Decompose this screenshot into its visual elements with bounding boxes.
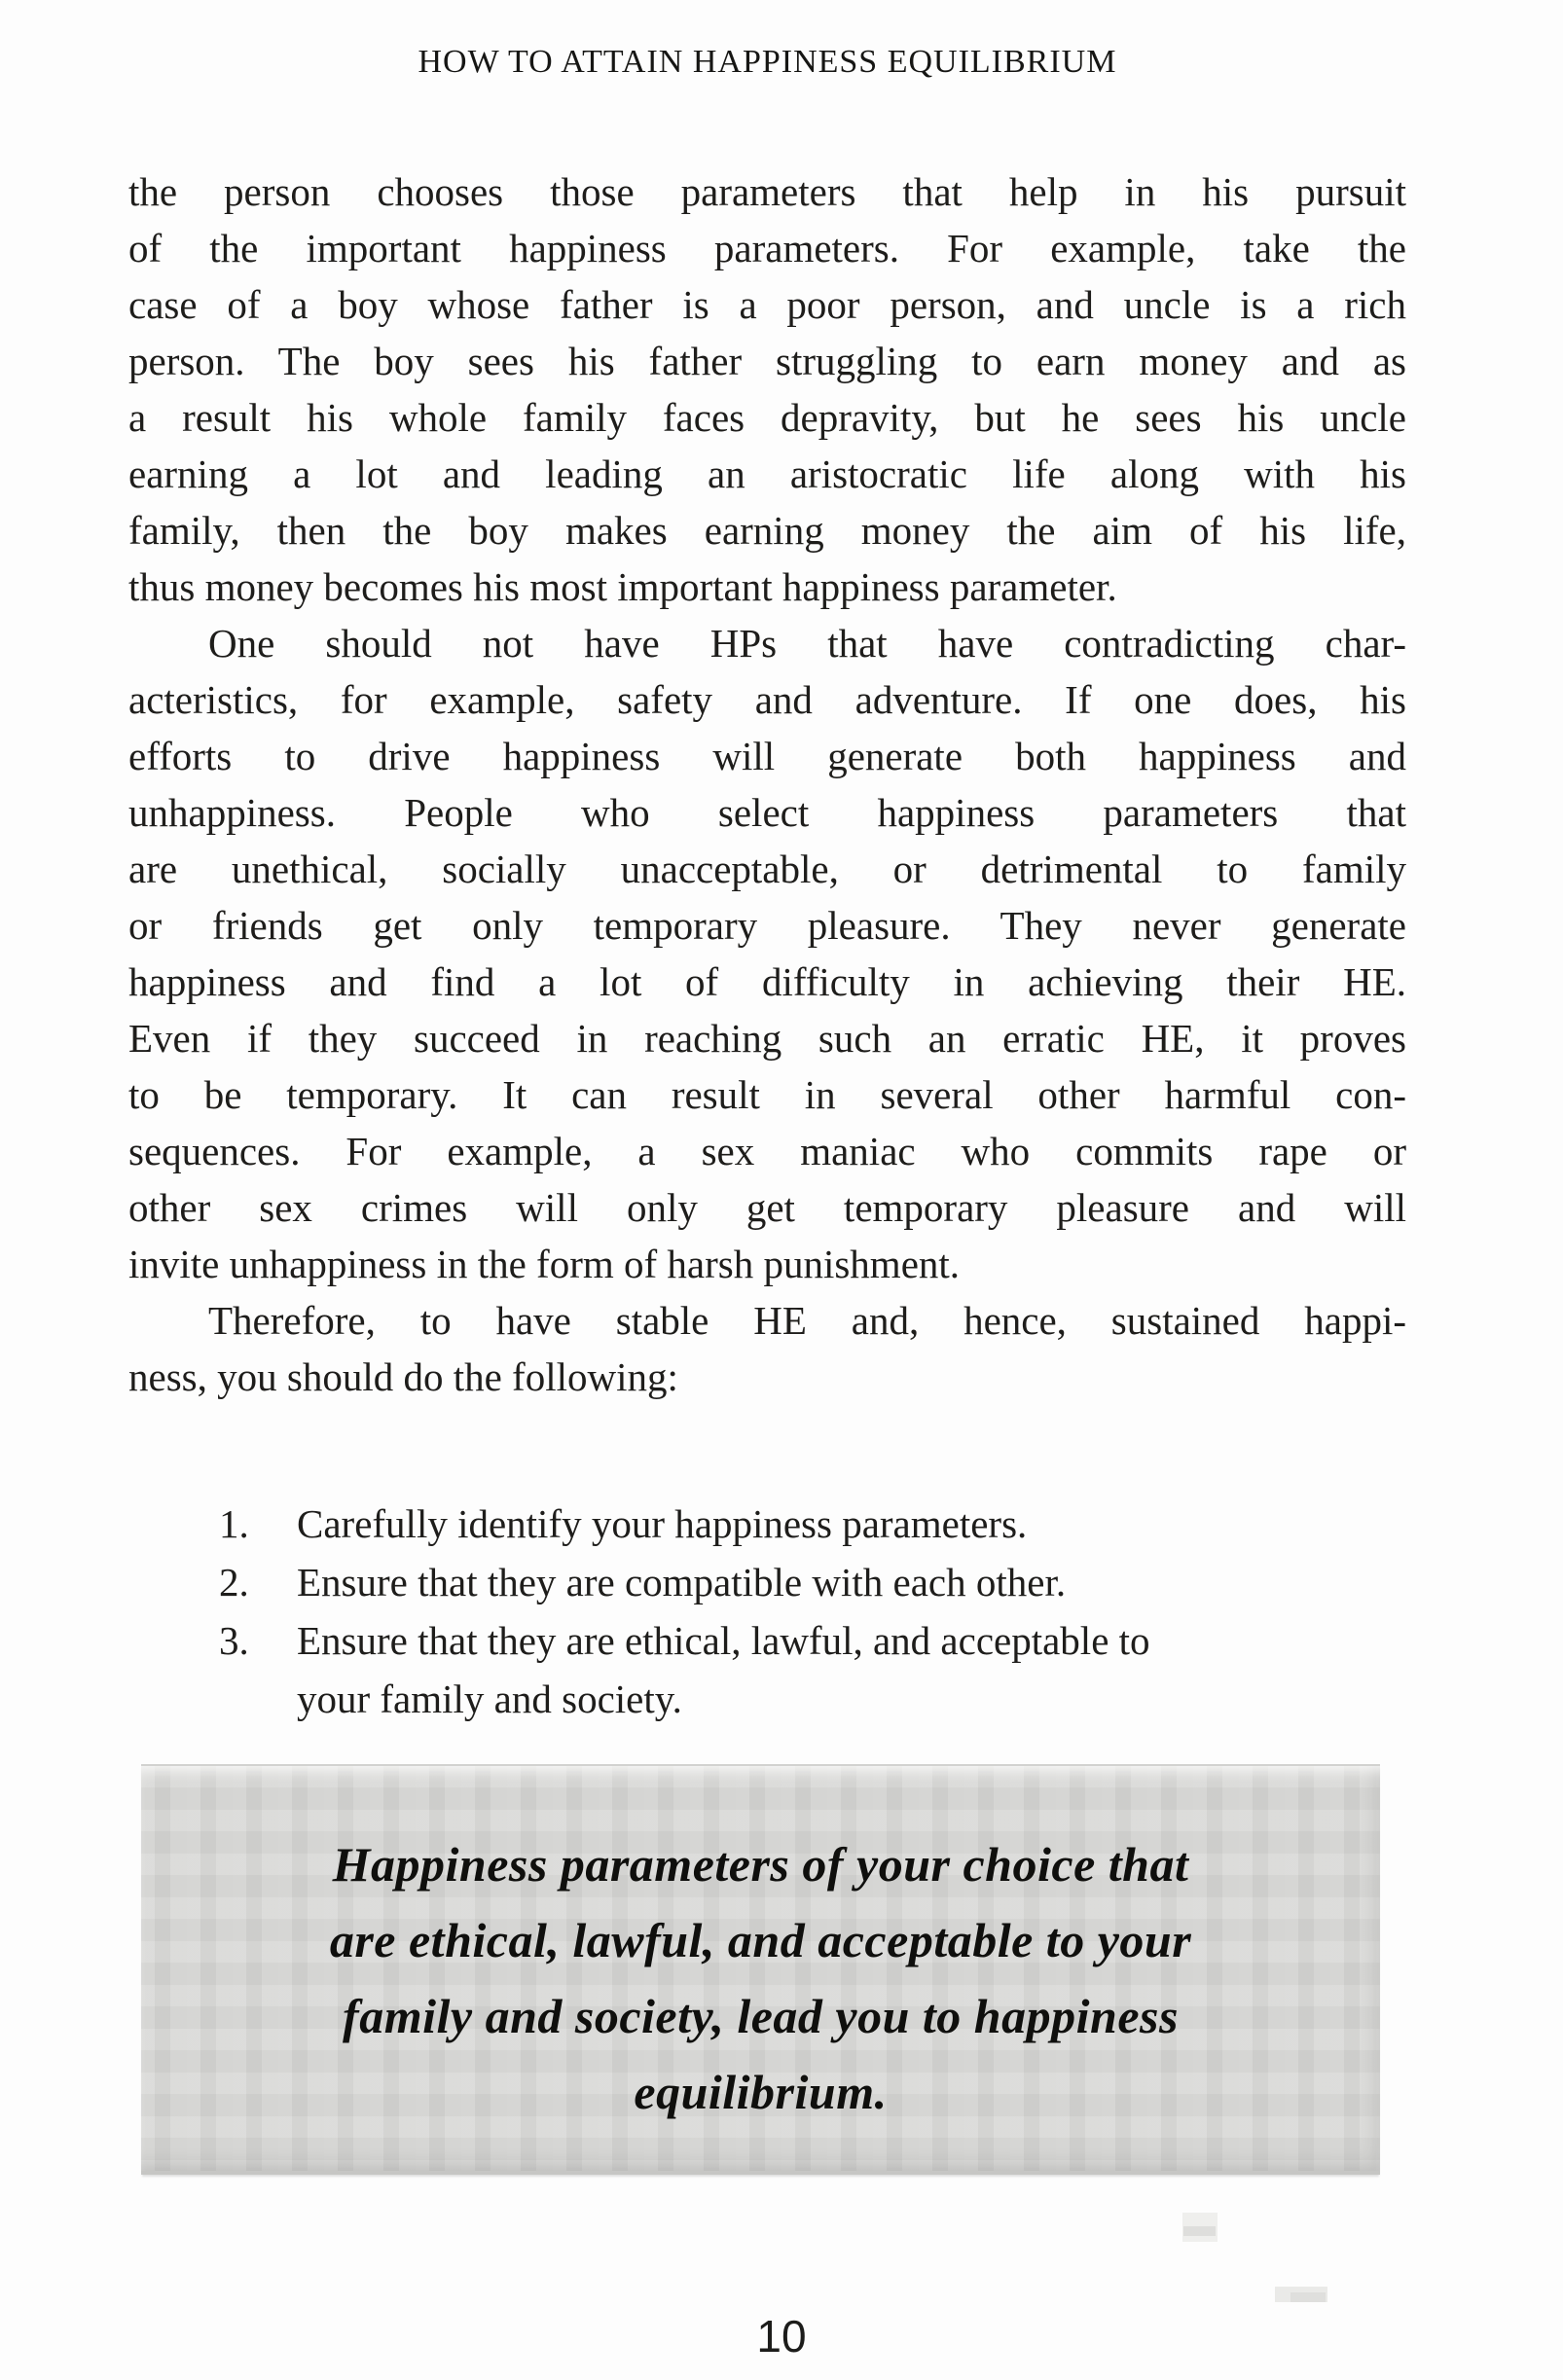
body-line: case of a boy whose father is a poor person, and uncle is a rich (128, 282, 1406, 327)
list-item-text: Carefully identify your happiness parameters. (297, 1501, 1028, 1546)
body-line: or friends get only temporary pleasure. They never generate (128, 903, 1406, 948)
body-line: of the important happiness parameters. For example, take the (128, 226, 1406, 270)
page-number: 10 (756, 2311, 807, 2362)
body-line: efforts to drive happiness will generate both happiness and (128, 734, 1406, 778)
body-text (128, 163, 1406, 1405)
body-line: invite unhappiness in the form of harsh punishment. (128, 1242, 961, 1286)
body-line: family, then the boy makes earning money the aim of his life, (128, 508, 1406, 553)
list-item (128, 1553, 1406, 1611)
running-head: HOW TO ATTAIN HAPPINESS EQUILIBRIUM (418, 44, 1117, 80)
list-item-number: 1. (219, 1501, 249, 1546)
list-item-text: Ensure that they are compatible with each other. (297, 1560, 1067, 1605)
body-line: thus money becomes his most important happiness parameter. (128, 564, 1117, 609)
quote-line: equilibrium. (634, 2065, 888, 2119)
quote-line: Happiness parameters of your choice that (332, 1837, 1189, 1892)
quote-line: are ethical, lawful, and acceptable to your (329, 1913, 1192, 1967)
body-line: are unethical, socially unacceptable, or detrimental to family (128, 847, 1406, 891)
list-item-number: 2. (219, 1560, 249, 1605)
scan-artifact (1290, 2292, 1326, 2302)
numbered-list (128, 1495, 1406, 1728)
body-line: a result his whole family faces depravity, but he sees his uncle (128, 395, 1406, 440)
quote-line: family and society, lead you to happiness (343, 1989, 1179, 2043)
body-line: Therefore, to have stable HE and, hence, sustained happi- (208, 1298, 1406, 1343)
list-item-text: your family and society. (297, 1677, 682, 1721)
body-line: sequences. For example, a sex maniac who commits rape or (128, 1129, 1406, 1173)
list-item (128, 1611, 1406, 1670)
body-line: Even if they succeed in reaching such an erratic HE, it proves (128, 1016, 1406, 1061)
body-line: unhappiness. People who select happiness parameters that (128, 790, 1406, 835)
body-line: happiness and find a lot of difficulty in achieving their HE. (128, 959, 1406, 1004)
list-item-continuation (128, 1670, 1406, 1728)
body-line: other sex crimes will only get temporary pleasure and will (128, 1185, 1406, 1230)
body-line: to be temporary. It can result in several other harmful con- (128, 1072, 1406, 1117)
list-item-number: 3. (219, 1618, 249, 1663)
quote-box (141, 1764, 1380, 2175)
scan-artifact (1183, 2226, 1216, 2236)
body-line: One should not have HPs that have contradicting char- (208, 621, 1406, 666)
list-item-text: Ensure that they are ethical, lawful, and acceptable to (297, 1618, 1150, 1663)
body-line: person. The boy sees his father struggling to earn money and as (128, 339, 1406, 383)
list-item (128, 1495, 1406, 1553)
body-line: the person chooses those parameters that help in his pursuit (128, 169, 1406, 214)
body-line: earning a lot and leading an aristocratic life along with his (128, 451, 1406, 496)
body-line: acteristics, for example, safety and adventure. If one does, his (128, 677, 1406, 722)
body-line: ness, you should do the following: (128, 1354, 678, 1399)
